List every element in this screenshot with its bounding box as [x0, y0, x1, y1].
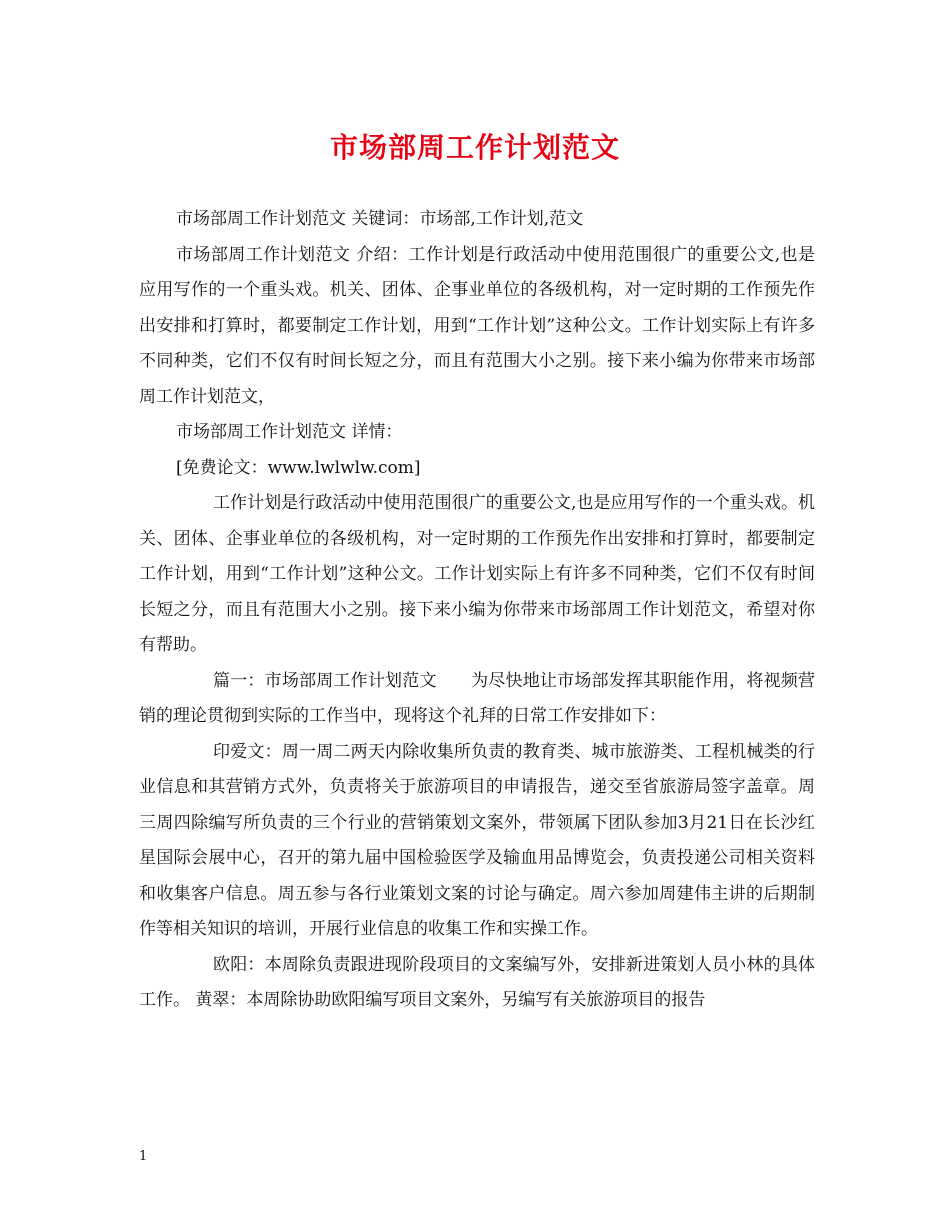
keywords-paragraph: 市场部周工作计划范文 关键词：市场部,工作计划,范文 [176, 209, 584, 229]
document-body [139, 202, 815, 1019]
intro-paragraph: 市场部周工作计划范文 介绍：工作计划是行政活动中使用范围很广的重要公文,也是应用写作的一个重头戏。机关、团体、企事业单位的各级机构，对一定时期的工作预先作出安排和打算时，都要制定工作计划，用到“工作计划”这种公文。工作计划实际上有许多不同种类，它们不仅有时间长短之分，而且有范围大小之别。接下来小编为你带来市场部周工作计划范文， [139, 244, 815, 407]
schedule-paragraph-ouyang: 欧阳：本周除负责跟进现阶段项目的文案编写外，安排新进策划人员小林的具体工作。 黄翠：本周除协助欧阳编写项目文案外，另编写有关旅游项目的报告 [139, 954, 815, 1010]
section-one-paragraph: 篇一：市场部周工作计划范文 为尽快地让市场部发挥其职能作用，将视频营销的理论贯彻到实际的工作当中，现将这个礼拜的日常工作安排如下： [139, 670, 815, 726]
schedule-paragraph-yin: 印爱文：周一周二两天内除收集所负责的教育类、城市旅游类、工程机械类的行业信息和其营销方式外，负责将关于旅游项目的申请报告，递交至省旅游局签字盖章。周三周四除编写所负责的三个行业的营销策划文案外，带领属下团队参加3月21日在长沙红星国际会展中心，召开的第九届中国检验医学及输血用品博览会，负责投递公司相关资料和收集客户信息。周五参与各行业策划文案的讨论与确定。周六参加周建伟主讲的后期制作等相关知识的培训，开展行业信息的收集工作和实操工作。 [139, 741, 815, 939]
details-heading: 市场部周工作计划范文 详情： [176, 422, 403, 442]
body-paragraph: 工作计划是行政活动中使用范围很广的重要公文,也是应用写作的一个重头戏。机关、团体、企事业单位的各级机构，对一定时期的工作预先作出安排和打算时，都要制定工作计划，用到“工作计划”这种公文。工作计划实际上有许多不同种类，它们不仅有时间长短之分，而且有范围大小之别。接下来小编为你带来市场部周工作计划范文，希望对你有帮助。 [139, 493, 815, 655]
source-link[interactable]: [免费论文：www.lwlwlw.com] [176, 457, 421, 478]
page-number: 1 [139, 1149, 148, 1164]
document-title: 市场部周工作计划范文 [329, 131, 620, 164]
